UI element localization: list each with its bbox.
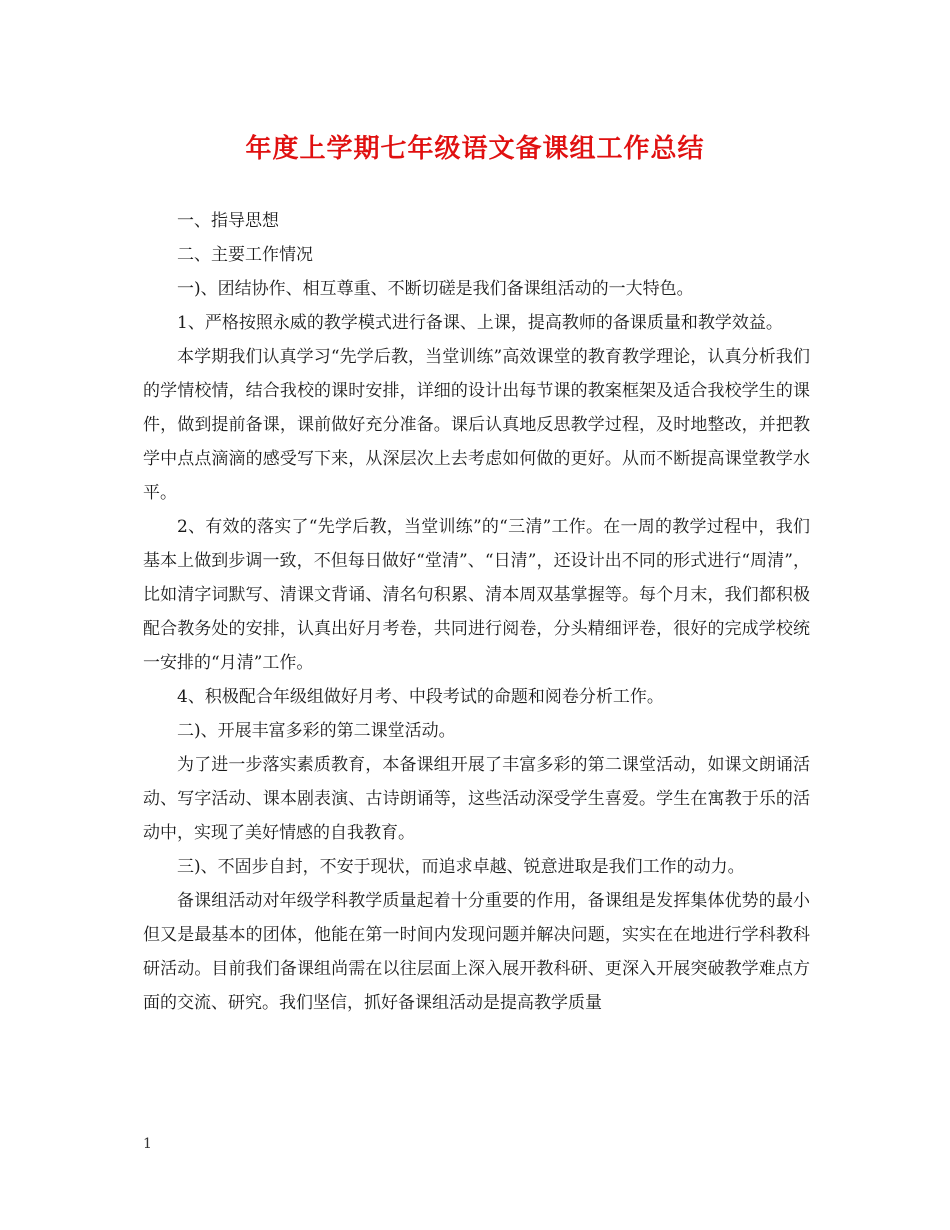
document-title: 年度上学期七年级语文备课组工作总结 (245, 134, 705, 164)
paragraph: 1、严格按照永威的教学模式进行备课、上课，提高教师的备课质量和教学效益。 (177, 313, 783, 333)
paragraph: 2、有效的落实了“先学后教，当堂训练”的“三清”工作。在一周的教学过程中，我们基本上做到步调一致，不但每日做好“堂清”、“日清”，还设计出不同的形式进行“周清”，比如清字词默写、清课文背诵、清名句积累、清本周双基掌握等。每个月末，我们都积极配合教务处的安排，认真出好月考卷，共同进行阅卷，分头精细评卷，很好的完成学校统一安排的“月清”工作。 (143, 517, 810, 673)
paragraph: 二)、开展丰富多彩的第二课堂活动。 (177, 721, 456, 741)
paragraph: 三)、不固步自封，不安于现状，而追求卓越、锐意进取是我们工作的动力。 (177, 857, 745, 877)
paragraph: 为了进一步落实素质教育，本备课组开展了丰富多彩的第二课堂活动，如课文朗诵活动、写字活动、课本剧表演、古诗朗诵等，这些活动深受学生喜爱。学生在寓教于乐的活动中，实现了美好情感的自我教育。 (143, 755, 810, 843)
paragraph: 一)、团结协作、相互尊重、不断切磋是我们备课组活动的一大特色。 (177, 279, 694, 299)
paragraph: 备课组活动对年级学科教学质量起着十分重要的作用，备课组是发挥集体优势的最小但又是最基本的团体，他能在第一时间内发现问题并解决问题，实实在在地进行学科教科研活动。目前我们备课组尚需在以往层面上深入展开教科研、更深入开展突破教学难点方面的交流、研究。我们坚信，抓好备课组活动是提高教学质量 (143, 891, 810, 1013)
paragraph: 本学期我们认真学习“先学后教，当堂训练”高效课堂的教育教学理论，认真分析我们的学情校情，结合我校的课时安排，详细的设计出每节课的教案框架及适合我校学生的课件，做到提前备课，课前做好充分准备。课后认真地反思教学过程，及时地整改，并把教学中点点滴滴的感受写下来，从深层次上去考虑如何做的更好。从而不断提高课堂教学水平。 (143, 347, 810, 503)
paragraph: 二、主要工作情况 (177, 245, 313, 265)
paragraph: 一、指导思想 (177, 211, 279, 231)
page-number: 1 (143, 1136, 152, 1152)
document-body (143, 204, 810, 1020)
paragraph: 4、积极配合年级组做好月考、中段考试的命题和阅卷分析工作。 (177, 687, 664, 707)
